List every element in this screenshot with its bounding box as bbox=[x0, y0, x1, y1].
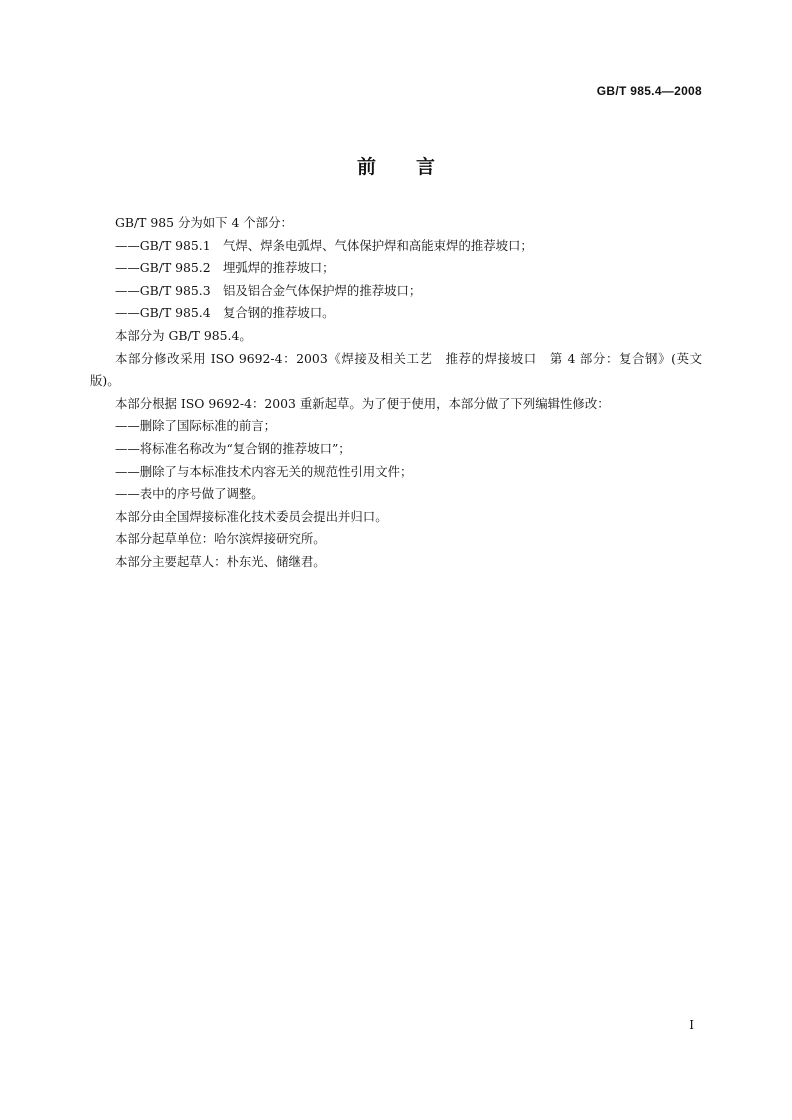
list-item-change-3: ——删除了与本标准技术内容无关的规范性引用文件； bbox=[115, 463, 413, 479]
list-item-change-1: ——删除了国际标准的前言； bbox=[115, 418, 277, 434]
paragraph-redrafted: 本部分根据 ISO 9692-4：2003 重新起草。为了便于使用，本部分做了下列编辑性修改： bbox=[115, 395, 610, 411]
title-char-2: 言 bbox=[416, 156, 436, 178]
paragraph-drafters: 本部分主要起草人：朴东光、储继君。 bbox=[115, 553, 326, 569]
list-item-part-1: ——GB/T 985.1 气焊、焊条电弧焊、气体保护焊和高能束焊的推荐坡口； bbox=[115, 237, 533, 253]
list-item-change-4: ——表中的序号做了调整。 bbox=[115, 486, 264, 502]
standard-number: GB/T 985.4—2008 bbox=[596, 84, 702, 98]
paragraph-drafting-unit: 本部分起草单位：哈尔滨焊接研究所。 bbox=[115, 531, 326, 547]
foreword-body bbox=[90, 212, 702, 574]
paragraph-proposed-by: 本部分由全国焊接标准化技术委员会提出并归口。 bbox=[115, 508, 388, 524]
paragraph-this-part: 本部分为 GB/T 985.4。 bbox=[115, 327, 252, 343]
title-char-1: 前 bbox=[356, 156, 376, 178]
list-item-change-2: ——将标准名称改为“复合钢的推荐坡口”； bbox=[115, 440, 351, 456]
list-item-part-4: ——GB/T 985.4 复合钢的推荐坡口。 bbox=[115, 305, 335, 321]
list-item-part-2: ——GB/T 985.2 埋弧焊的推荐坡口； bbox=[115, 260, 335, 276]
page-number: I bbox=[689, 1018, 694, 1032]
paragraph-parts-intro: GB/T 985 分为如下 4 个部分： bbox=[115, 215, 293, 230]
page-title bbox=[0, 152, 792, 179]
list-item-part-3: ——GB/T 985.3 铝及铝合金气体保护焊的推荐坡口； bbox=[115, 282, 422, 298]
paragraph-modified-adoption: 本部分修改采用 ISO 9692-4：2003《焊接及相关工艺 推荐的焊接坡口 第 4 部分：复合钢》(英文版)。 bbox=[90, 350, 702, 389]
